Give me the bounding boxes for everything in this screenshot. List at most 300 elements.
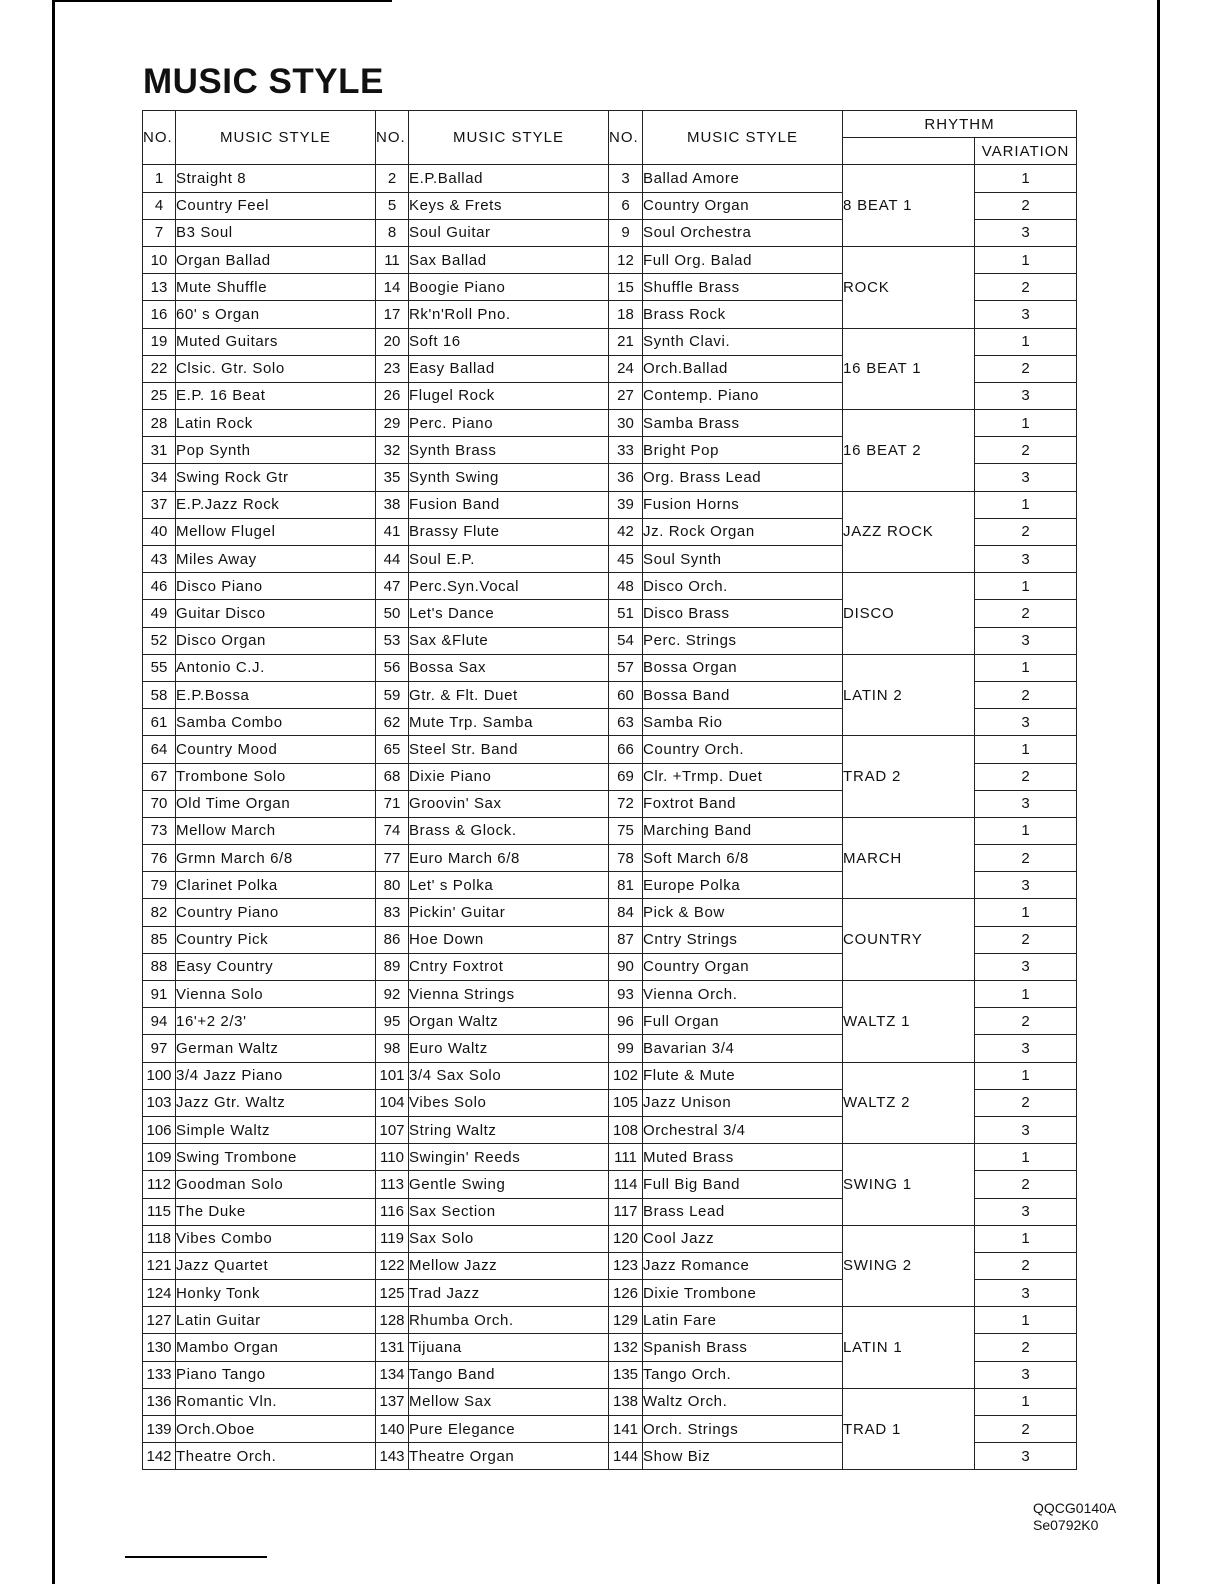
style-number: 27 bbox=[609, 382, 643, 409]
style-number: 123 bbox=[609, 1252, 643, 1279]
table-row bbox=[143, 573, 1077, 600]
style-number: 10 bbox=[143, 246, 176, 273]
style-number: 113 bbox=[376, 1171, 409, 1198]
variation-number: 3 bbox=[975, 1035, 1077, 1062]
style-name: Muted Brass bbox=[643, 1144, 843, 1171]
style-number: 8 bbox=[376, 219, 409, 246]
style-name: Let's Dance bbox=[409, 600, 609, 627]
style-name: Show Biz bbox=[643, 1443, 843, 1470]
variation-number: 1 bbox=[975, 246, 1077, 273]
style-name: Pop Synth bbox=[176, 437, 376, 464]
style-number: 65 bbox=[376, 736, 409, 763]
variation-number: 1 bbox=[975, 491, 1077, 518]
style-number: 53 bbox=[376, 627, 409, 654]
style-number: 39 bbox=[609, 491, 643, 518]
style-name: Orch. Strings bbox=[643, 1416, 843, 1443]
style-name: Jz. Rock Organ bbox=[643, 518, 843, 545]
style-number: 43 bbox=[143, 546, 176, 573]
style-name: Let' s Polka bbox=[409, 872, 609, 899]
style-name: Country Mood bbox=[176, 736, 376, 763]
style-number: 50 bbox=[376, 600, 409, 627]
column-header-variation: VARIATION bbox=[975, 138, 1077, 165]
variation-number: 3 bbox=[975, 872, 1077, 899]
style-name: Muted Guitars bbox=[176, 328, 376, 355]
variation-number: 3 bbox=[975, 1198, 1077, 1225]
style-name: Samba Brass bbox=[643, 410, 843, 437]
style-name: Perc. Piano bbox=[409, 410, 609, 437]
style-number: 80 bbox=[376, 872, 409, 899]
style-name: Mambo Organ bbox=[176, 1334, 376, 1361]
style-number: 88 bbox=[143, 953, 176, 980]
style-name: Soul Guitar bbox=[409, 219, 609, 246]
style-number: 104 bbox=[376, 1089, 409, 1116]
variation-number: 3 bbox=[975, 382, 1077, 409]
style-name: Organ Ballad bbox=[176, 246, 376, 273]
style-number: 89 bbox=[376, 953, 409, 980]
page-top-rule bbox=[52, 0, 392, 2]
style-number: 103 bbox=[143, 1089, 176, 1116]
table-row bbox=[143, 981, 1077, 1008]
style-name: German Waltz bbox=[176, 1035, 376, 1062]
style-number: 108 bbox=[609, 1116, 643, 1143]
style-number: 126 bbox=[609, 1280, 643, 1307]
style-number: 70 bbox=[143, 790, 176, 817]
style-number: 136 bbox=[143, 1388, 176, 1415]
style-name: Sax Section bbox=[409, 1198, 609, 1225]
rhythm-name: TRAD 2 bbox=[843, 736, 975, 818]
rhythm-name: TRAD 1 bbox=[843, 1388, 975, 1470]
style-number: 97 bbox=[143, 1035, 176, 1062]
table-row bbox=[143, 246, 1077, 273]
style-name: E.P.Bossa bbox=[176, 681, 376, 708]
style-name: Theatre Orch. bbox=[176, 1443, 376, 1470]
variation-number: 2 bbox=[975, 355, 1077, 382]
variation-number: 2 bbox=[975, 1089, 1077, 1116]
style-number: 1 bbox=[143, 165, 176, 192]
style-number: 42 bbox=[609, 518, 643, 545]
style-name: Trombone Solo bbox=[176, 763, 376, 790]
table-row bbox=[143, 491, 1077, 518]
style-number: 109 bbox=[143, 1144, 176, 1171]
style-number: 61 bbox=[143, 709, 176, 736]
style-number: 78 bbox=[609, 845, 643, 872]
style-number: 58 bbox=[143, 681, 176, 708]
music-style-table bbox=[142, 110, 1077, 1470]
table-row bbox=[143, 1225, 1077, 1252]
style-number: 143 bbox=[376, 1443, 409, 1470]
style-name: Europe Polka bbox=[643, 872, 843, 899]
style-number: 63 bbox=[609, 709, 643, 736]
style-number: 96 bbox=[609, 1008, 643, 1035]
style-number: 60 bbox=[609, 681, 643, 708]
style-number: 6 bbox=[609, 192, 643, 219]
style-number: 64 bbox=[143, 736, 176, 763]
style-name: Fusion Band bbox=[409, 491, 609, 518]
style-number: 9 bbox=[609, 219, 643, 246]
style-name: Disco Brass bbox=[643, 600, 843, 627]
style-name: Soft 16 bbox=[409, 328, 609, 355]
style-name: Clarinet Polka bbox=[176, 872, 376, 899]
style-name: Latin Guitar bbox=[176, 1307, 376, 1334]
variation-number: 1 bbox=[975, 736, 1077, 763]
table-row bbox=[143, 736, 1077, 763]
style-name: Bossa Band bbox=[643, 681, 843, 708]
style-number: 86 bbox=[376, 926, 409, 953]
variation-number: 3 bbox=[975, 464, 1077, 491]
style-name: Goodman Solo bbox=[176, 1171, 376, 1198]
style-number: 15 bbox=[609, 274, 643, 301]
style-number: 51 bbox=[609, 600, 643, 627]
style-name: B3 Soul bbox=[176, 219, 376, 246]
style-number: 24 bbox=[609, 355, 643, 382]
variation-number: 3 bbox=[975, 627, 1077, 654]
column-header-music-style: MUSIC STYLE bbox=[176, 111, 376, 165]
style-name: Country Feel bbox=[176, 192, 376, 219]
style-name: Swing Trombone bbox=[176, 1144, 376, 1171]
variation-number: 2 bbox=[975, 192, 1077, 219]
style-number: 72 bbox=[609, 790, 643, 817]
style-name: Sax Solo bbox=[409, 1225, 609, 1252]
variation-number: 2 bbox=[975, 845, 1077, 872]
rhythm-name: WALTZ 2 bbox=[843, 1062, 975, 1144]
rhythm-name: 8 BEAT 1 bbox=[843, 165, 975, 247]
style-number: 7 bbox=[143, 219, 176, 246]
style-name: Orch.Ballad bbox=[643, 355, 843, 382]
style-name: Foxtrot Band bbox=[643, 790, 843, 817]
style-number: 134 bbox=[376, 1361, 409, 1388]
style-number: 142 bbox=[143, 1443, 176, 1470]
style-name: Organ Waltz bbox=[409, 1008, 609, 1035]
rhythm-name: ROCK bbox=[843, 246, 975, 328]
variation-number: 1 bbox=[975, 817, 1077, 844]
style-number: 18 bbox=[609, 301, 643, 328]
style-number: 95 bbox=[376, 1008, 409, 1035]
style-name: Clr. +Trmp. Duet bbox=[643, 763, 843, 790]
style-name: Trad Jazz bbox=[409, 1280, 609, 1307]
style-number: 5 bbox=[376, 192, 409, 219]
style-name: Vienna Solo bbox=[176, 981, 376, 1008]
variation-number: 3 bbox=[975, 1280, 1077, 1307]
table-row bbox=[143, 1062, 1077, 1089]
variation-number: 1 bbox=[975, 573, 1077, 600]
style-name: Full Organ bbox=[643, 1008, 843, 1035]
variation-number: 3 bbox=[975, 790, 1077, 817]
style-number: 130 bbox=[143, 1334, 176, 1361]
style-name: Marching Band bbox=[643, 817, 843, 844]
style-name: Steel Str. Band bbox=[409, 736, 609, 763]
style-name: Bright Pop bbox=[643, 437, 843, 464]
style-name: Old Time Organ bbox=[176, 790, 376, 817]
style-name: Brass Rock bbox=[643, 301, 843, 328]
style-number: 22 bbox=[143, 355, 176, 382]
style-number: 84 bbox=[609, 899, 643, 926]
style-name: Theatre Organ bbox=[409, 1443, 609, 1470]
style-name: Piano Tango bbox=[176, 1361, 376, 1388]
style-number: 111 bbox=[609, 1144, 643, 1171]
style-name: Flute & Mute bbox=[643, 1062, 843, 1089]
style-name: Waltz Orch. bbox=[643, 1388, 843, 1415]
style-name: Gtr. & Flt. Duet bbox=[409, 681, 609, 708]
page-right-border bbox=[1157, 0, 1160, 1584]
style-number: 93 bbox=[609, 981, 643, 1008]
style-number: 33 bbox=[609, 437, 643, 464]
style-number: 14 bbox=[376, 274, 409, 301]
style-number: 35 bbox=[376, 464, 409, 491]
style-number: 124 bbox=[143, 1280, 176, 1307]
style-number: 25 bbox=[143, 382, 176, 409]
style-name: Samba Combo bbox=[176, 709, 376, 736]
style-name: Perc.Syn.Vocal bbox=[409, 573, 609, 600]
variation-number: 1 bbox=[975, 1307, 1077, 1334]
style-number: 55 bbox=[143, 654, 176, 681]
style-name: Jazz Quartet bbox=[176, 1252, 376, 1279]
style-number: 92 bbox=[376, 981, 409, 1008]
rhythm-name: 16 BEAT 2 bbox=[843, 410, 975, 492]
variation-number: 1 bbox=[975, 328, 1077, 355]
style-number: 100 bbox=[143, 1062, 176, 1089]
style-name: Honky Tonk bbox=[176, 1280, 376, 1307]
style-number: 29 bbox=[376, 410, 409, 437]
column-header-music-style: MUSIC STYLE bbox=[409, 111, 609, 165]
style-number: 62 bbox=[376, 709, 409, 736]
style-number: 129 bbox=[609, 1307, 643, 1334]
style-number: 71 bbox=[376, 790, 409, 817]
style-name: Miles Away bbox=[176, 546, 376, 573]
table-row bbox=[143, 817, 1077, 844]
style-name: Soft March 6/8 bbox=[643, 845, 843, 872]
style-number: 47 bbox=[376, 573, 409, 600]
style-name: 16'+2 2/3' bbox=[176, 1008, 376, 1035]
style-name: Mute Shuffle bbox=[176, 274, 376, 301]
variation-number: 2 bbox=[975, 1416, 1077, 1443]
variation-number: 1 bbox=[975, 654, 1077, 681]
style-name: Pure Elegance bbox=[409, 1416, 609, 1443]
style-name: Tango Orch. bbox=[643, 1361, 843, 1388]
style-number: 107 bbox=[376, 1116, 409, 1143]
style-name: Soul E.P. bbox=[409, 546, 609, 573]
style-number: 106 bbox=[143, 1116, 176, 1143]
style-number: 56 bbox=[376, 654, 409, 681]
style-number: 121 bbox=[143, 1252, 176, 1279]
style-number: 19 bbox=[143, 328, 176, 355]
variation-number: 2 bbox=[975, 274, 1077, 301]
style-number: 34 bbox=[143, 464, 176, 491]
style-name: Mellow Jazz bbox=[409, 1252, 609, 1279]
style-number: 23 bbox=[376, 355, 409, 382]
table-row bbox=[143, 410, 1077, 437]
rhythm-name: COUNTRY bbox=[843, 899, 975, 981]
style-name: Brass & Glock. bbox=[409, 817, 609, 844]
footer-codes bbox=[1033, 1500, 1116, 1534]
style-name: Euro Waltz bbox=[409, 1035, 609, 1062]
style-name: Straight 8 bbox=[176, 165, 376, 192]
style-number: 115 bbox=[143, 1198, 176, 1225]
style-name: Gentle Swing bbox=[409, 1171, 609, 1198]
style-name: Grmn March 6/8 bbox=[176, 845, 376, 872]
variation-number: 2 bbox=[975, 763, 1077, 790]
style-number: 75 bbox=[609, 817, 643, 844]
style-number: 118 bbox=[143, 1225, 176, 1252]
style-name: Pickin' Guitar bbox=[409, 899, 609, 926]
style-number: 120 bbox=[609, 1225, 643, 1252]
style-number: 83 bbox=[376, 899, 409, 926]
style-number: 59 bbox=[376, 681, 409, 708]
style-name: Jazz Romance bbox=[643, 1252, 843, 1279]
style-name: Euro March 6/8 bbox=[409, 845, 609, 872]
style-name: Dixie Piano bbox=[409, 763, 609, 790]
variation-number: 1 bbox=[975, 1225, 1077, 1252]
variation-number: 3 bbox=[975, 301, 1077, 328]
variation-number: 1 bbox=[975, 981, 1077, 1008]
style-name: Synth Clavi. bbox=[643, 328, 843, 355]
variation-number: 3 bbox=[975, 1116, 1077, 1143]
style-name: Disco Organ bbox=[176, 627, 376, 654]
style-number: 135 bbox=[609, 1361, 643, 1388]
style-name: Ballad Amore bbox=[643, 165, 843, 192]
variation-number: 2 bbox=[975, 681, 1077, 708]
style-name: Tango Band bbox=[409, 1361, 609, 1388]
style-number: 49 bbox=[143, 600, 176, 627]
style-name: Soul Orchestra bbox=[643, 219, 843, 246]
style-number: 112 bbox=[143, 1171, 176, 1198]
style-number: 74 bbox=[376, 817, 409, 844]
style-name: Soul Synth bbox=[643, 546, 843, 573]
variation-number: 2 bbox=[975, 1334, 1077, 1361]
rhythm-name: SWING 1 bbox=[843, 1144, 975, 1226]
style-name: Keys & Frets bbox=[409, 192, 609, 219]
style-name: Swing Rock Gtr bbox=[176, 464, 376, 491]
style-number: 69 bbox=[609, 763, 643, 790]
rhythm-name: LATIN 1 bbox=[843, 1307, 975, 1389]
style-name: Easy Ballad bbox=[409, 355, 609, 382]
style-number: 139 bbox=[143, 1416, 176, 1443]
table-row bbox=[143, 654, 1077, 681]
table-header-row bbox=[143, 111, 1077, 138]
style-number: 13 bbox=[143, 274, 176, 301]
style-number: 110 bbox=[376, 1144, 409, 1171]
table-row bbox=[143, 1388, 1077, 1415]
style-number: 90 bbox=[609, 953, 643, 980]
style-number: 21 bbox=[609, 328, 643, 355]
style-number: 94 bbox=[143, 1008, 176, 1035]
style-name: Rhumba Orch. bbox=[409, 1307, 609, 1334]
variation-number: 2 bbox=[975, 518, 1077, 545]
table-row bbox=[143, 328, 1077, 355]
style-number: 68 bbox=[376, 763, 409, 790]
style-number: 119 bbox=[376, 1225, 409, 1252]
style-name: Country Organ bbox=[643, 192, 843, 219]
variation-number: 3 bbox=[975, 1361, 1077, 1388]
style-number: 132 bbox=[609, 1334, 643, 1361]
style-name: Swingin' Reeds bbox=[409, 1144, 609, 1171]
footer-code-primary: QQCG0140A bbox=[1033, 1500, 1117, 1516]
variation-number: 1 bbox=[975, 1144, 1077, 1171]
style-number: 133 bbox=[143, 1361, 176, 1388]
style-name: 3/4 Jazz Piano bbox=[176, 1062, 376, 1089]
style-number: 128 bbox=[376, 1307, 409, 1334]
style-number: 105 bbox=[609, 1089, 643, 1116]
variation-number: 2 bbox=[975, 600, 1077, 627]
style-name: Contemp. Piano bbox=[643, 382, 843, 409]
style-number: 31 bbox=[143, 437, 176, 464]
style-name: Disco Piano bbox=[176, 573, 376, 600]
style-number: 67 bbox=[143, 763, 176, 790]
style-number: 122 bbox=[376, 1252, 409, 1279]
style-number: 127 bbox=[143, 1307, 176, 1334]
style-number: 116 bbox=[376, 1198, 409, 1225]
style-number: 99 bbox=[609, 1035, 643, 1062]
style-name: Spanish Brass bbox=[643, 1334, 843, 1361]
style-name: Synth Brass bbox=[409, 437, 609, 464]
style-number: 102 bbox=[609, 1062, 643, 1089]
style-name: Tijuana bbox=[409, 1334, 609, 1361]
style-number: 4 bbox=[143, 192, 176, 219]
style-number: 41 bbox=[376, 518, 409, 545]
style-number: 98 bbox=[376, 1035, 409, 1062]
style-number: 11 bbox=[376, 246, 409, 273]
style-name: Synth Swing bbox=[409, 464, 609, 491]
style-name: E.P.Jazz Rock bbox=[176, 491, 376, 518]
style-number: 40 bbox=[143, 518, 176, 545]
variation-number: 2 bbox=[975, 926, 1077, 953]
column-header-music-style: MUSIC STYLE bbox=[643, 111, 843, 165]
rhythm-name: 16 BEAT 1 bbox=[843, 328, 975, 410]
style-number: 77 bbox=[376, 845, 409, 872]
style-name: Orchestral 3/4 bbox=[643, 1116, 843, 1143]
variation-number: 2 bbox=[975, 437, 1077, 464]
style-number: 44 bbox=[376, 546, 409, 573]
style-number: 117 bbox=[609, 1198, 643, 1225]
rhythm-name: JAZZ ROCK bbox=[843, 491, 975, 573]
style-name: Pick & Bow bbox=[643, 899, 843, 926]
style-name: 60' s Organ bbox=[176, 301, 376, 328]
style-name: Cntry Foxtrot bbox=[409, 953, 609, 980]
style-name: Org. Brass Lead bbox=[643, 464, 843, 491]
style-number: 79 bbox=[143, 872, 176, 899]
style-number: 28 bbox=[143, 410, 176, 437]
style-name: Vienna Strings bbox=[409, 981, 609, 1008]
table-row bbox=[143, 899, 1077, 926]
style-number: 2 bbox=[376, 165, 409, 192]
page-left-border bbox=[52, 0, 55, 1584]
style-number: 76 bbox=[143, 845, 176, 872]
style-number: 137 bbox=[376, 1388, 409, 1415]
style-name: Country Pick bbox=[176, 926, 376, 953]
style-number: 52 bbox=[143, 627, 176, 654]
style-number: 131 bbox=[376, 1334, 409, 1361]
style-name: Cool Jazz bbox=[643, 1225, 843, 1252]
variation-number: 2 bbox=[975, 1171, 1077, 1198]
style-name: Jazz Unison bbox=[643, 1089, 843, 1116]
style-name: Rk'n'Roll Pno. bbox=[409, 301, 609, 328]
style-name: Mellow March bbox=[176, 817, 376, 844]
column-header-no: NO. bbox=[376, 111, 409, 165]
style-name: Boogie Piano bbox=[409, 274, 609, 301]
style-name: Mute Trp. Samba bbox=[409, 709, 609, 736]
style-name: Easy Country bbox=[176, 953, 376, 980]
rhythm-name: LATIN 2 bbox=[843, 654, 975, 736]
style-number: 81 bbox=[609, 872, 643, 899]
page-title: MUSIC STYLE bbox=[143, 62, 384, 101]
style-number: 57 bbox=[609, 654, 643, 681]
style-name: Clsic. Gtr. Solo bbox=[176, 355, 376, 382]
variation-number: 2 bbox=[975, 1252, 1077, 1279]
style-number: 16 bbox=[143, 301, 176, 328]
style-name: Dixie Trombone bbox=[643, 1280, 843, 1307]
variation-number: 1 bbox=[975, 165, 1077, 192]
style-number: 144 bbox=[609, 1443, 643, 1470]
style-number: 32 bbox=[376, 437, 409, 464]
